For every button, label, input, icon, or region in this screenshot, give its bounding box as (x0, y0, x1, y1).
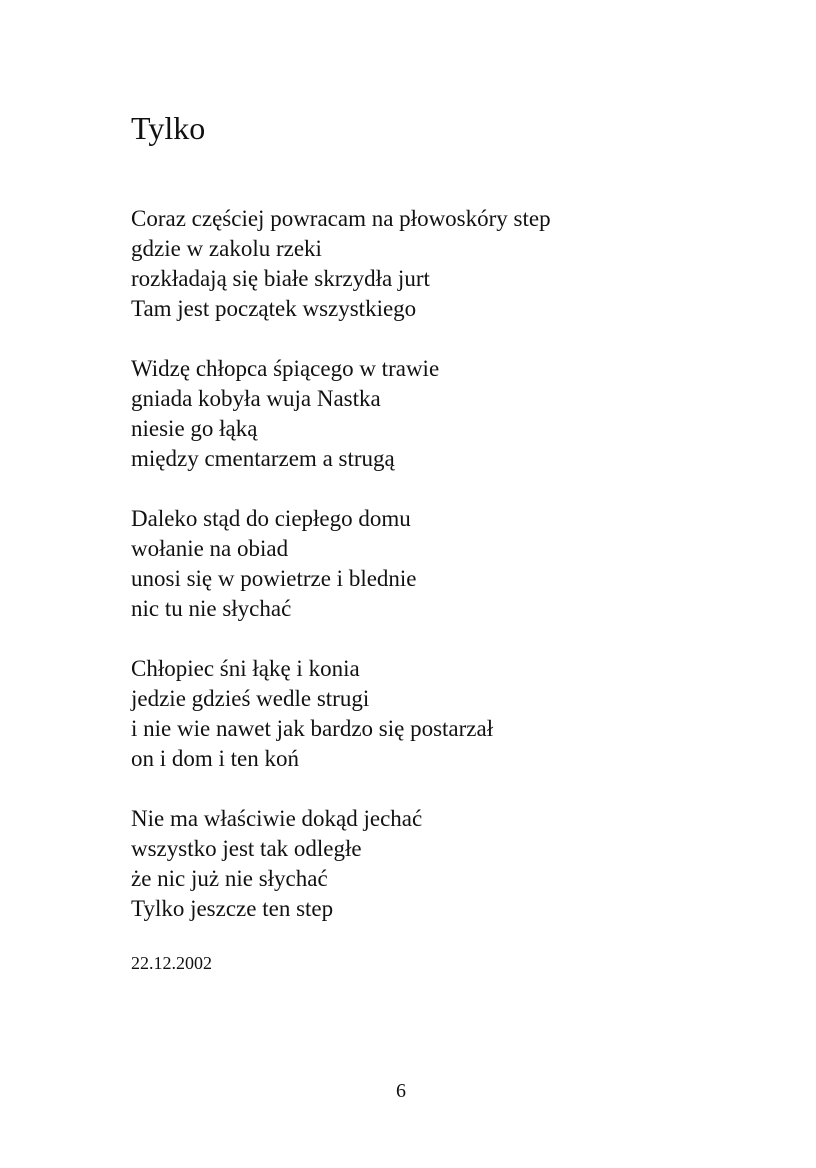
poem-line: wszystko jest tak odległe (131, 836, 362, 861)
poem-line: nic tu nie słychać (131, 596, 292, 621)
poem-line: gdzie w zakolu rzeki (131, 236, 322, 261)
stanza-5 (131, 804, 751, 924)
poem-line: jedzie gdzieś wedle strugi (131, 686, 370, 711)
poem-line: wołanie na obiad (131, 536, 289, 561)
stanza-4 (131, 654, 751, 774)
poem-date: 22.12.2002 (131, 953, 212, 973)
page-number: 6 (396, 1080, 406, 1102)
poem-line: Tam jest początek wszystkiego (131, 296, 417, 321)
poem-line: rozkładają się białe skrzydła jurt (131, 266, 430, 291)
poem-line: unosi się w powietrze i blednie (131, 566, 417, 591)
stanza-1 (131, 204, 751, 324)
poem-line: Coraz częściej powracam na płowoskóry step (131, 206, 551, 231)
poem-line: Widzę chłopca śpiącego w trawie (131, 356, 440, 381)
poem-line: że nic już nie słychać (131, 866, 328, 891)
poem-line: on i dom i ten koń (131, 746, 300, 771)
poem-line: Tylko jeszcze ten step (131, 896, 334, 921)
poem-line: niesie go łąką (131, 416, 258, 441)
poem-line: Chłopiec śni łąkę i konia (131, 656, 360, 681)
poem-line: Daleko stąd do ciepłego domu (131, 506, 411, 531)
stanza-3 (131, 504, 751, 624)
poem-line: Nie ma właściwie dokąd jechać (131, 806, 423, 831)
poem-line: i nie wie nawet jak bardzo się postarzał (131, 716, 494, 741)
stanza-2 (131, 354, 751, 474)
poem-title: Tylko (131, 110, 206, 146)
poem-body (131, 204, 751, 954)
poem-line: między cmentarzem a strugą (131, 446, 395, 471)
poem-line: gniada kobyła wuja Nastka (131, 386, 381, 411)
